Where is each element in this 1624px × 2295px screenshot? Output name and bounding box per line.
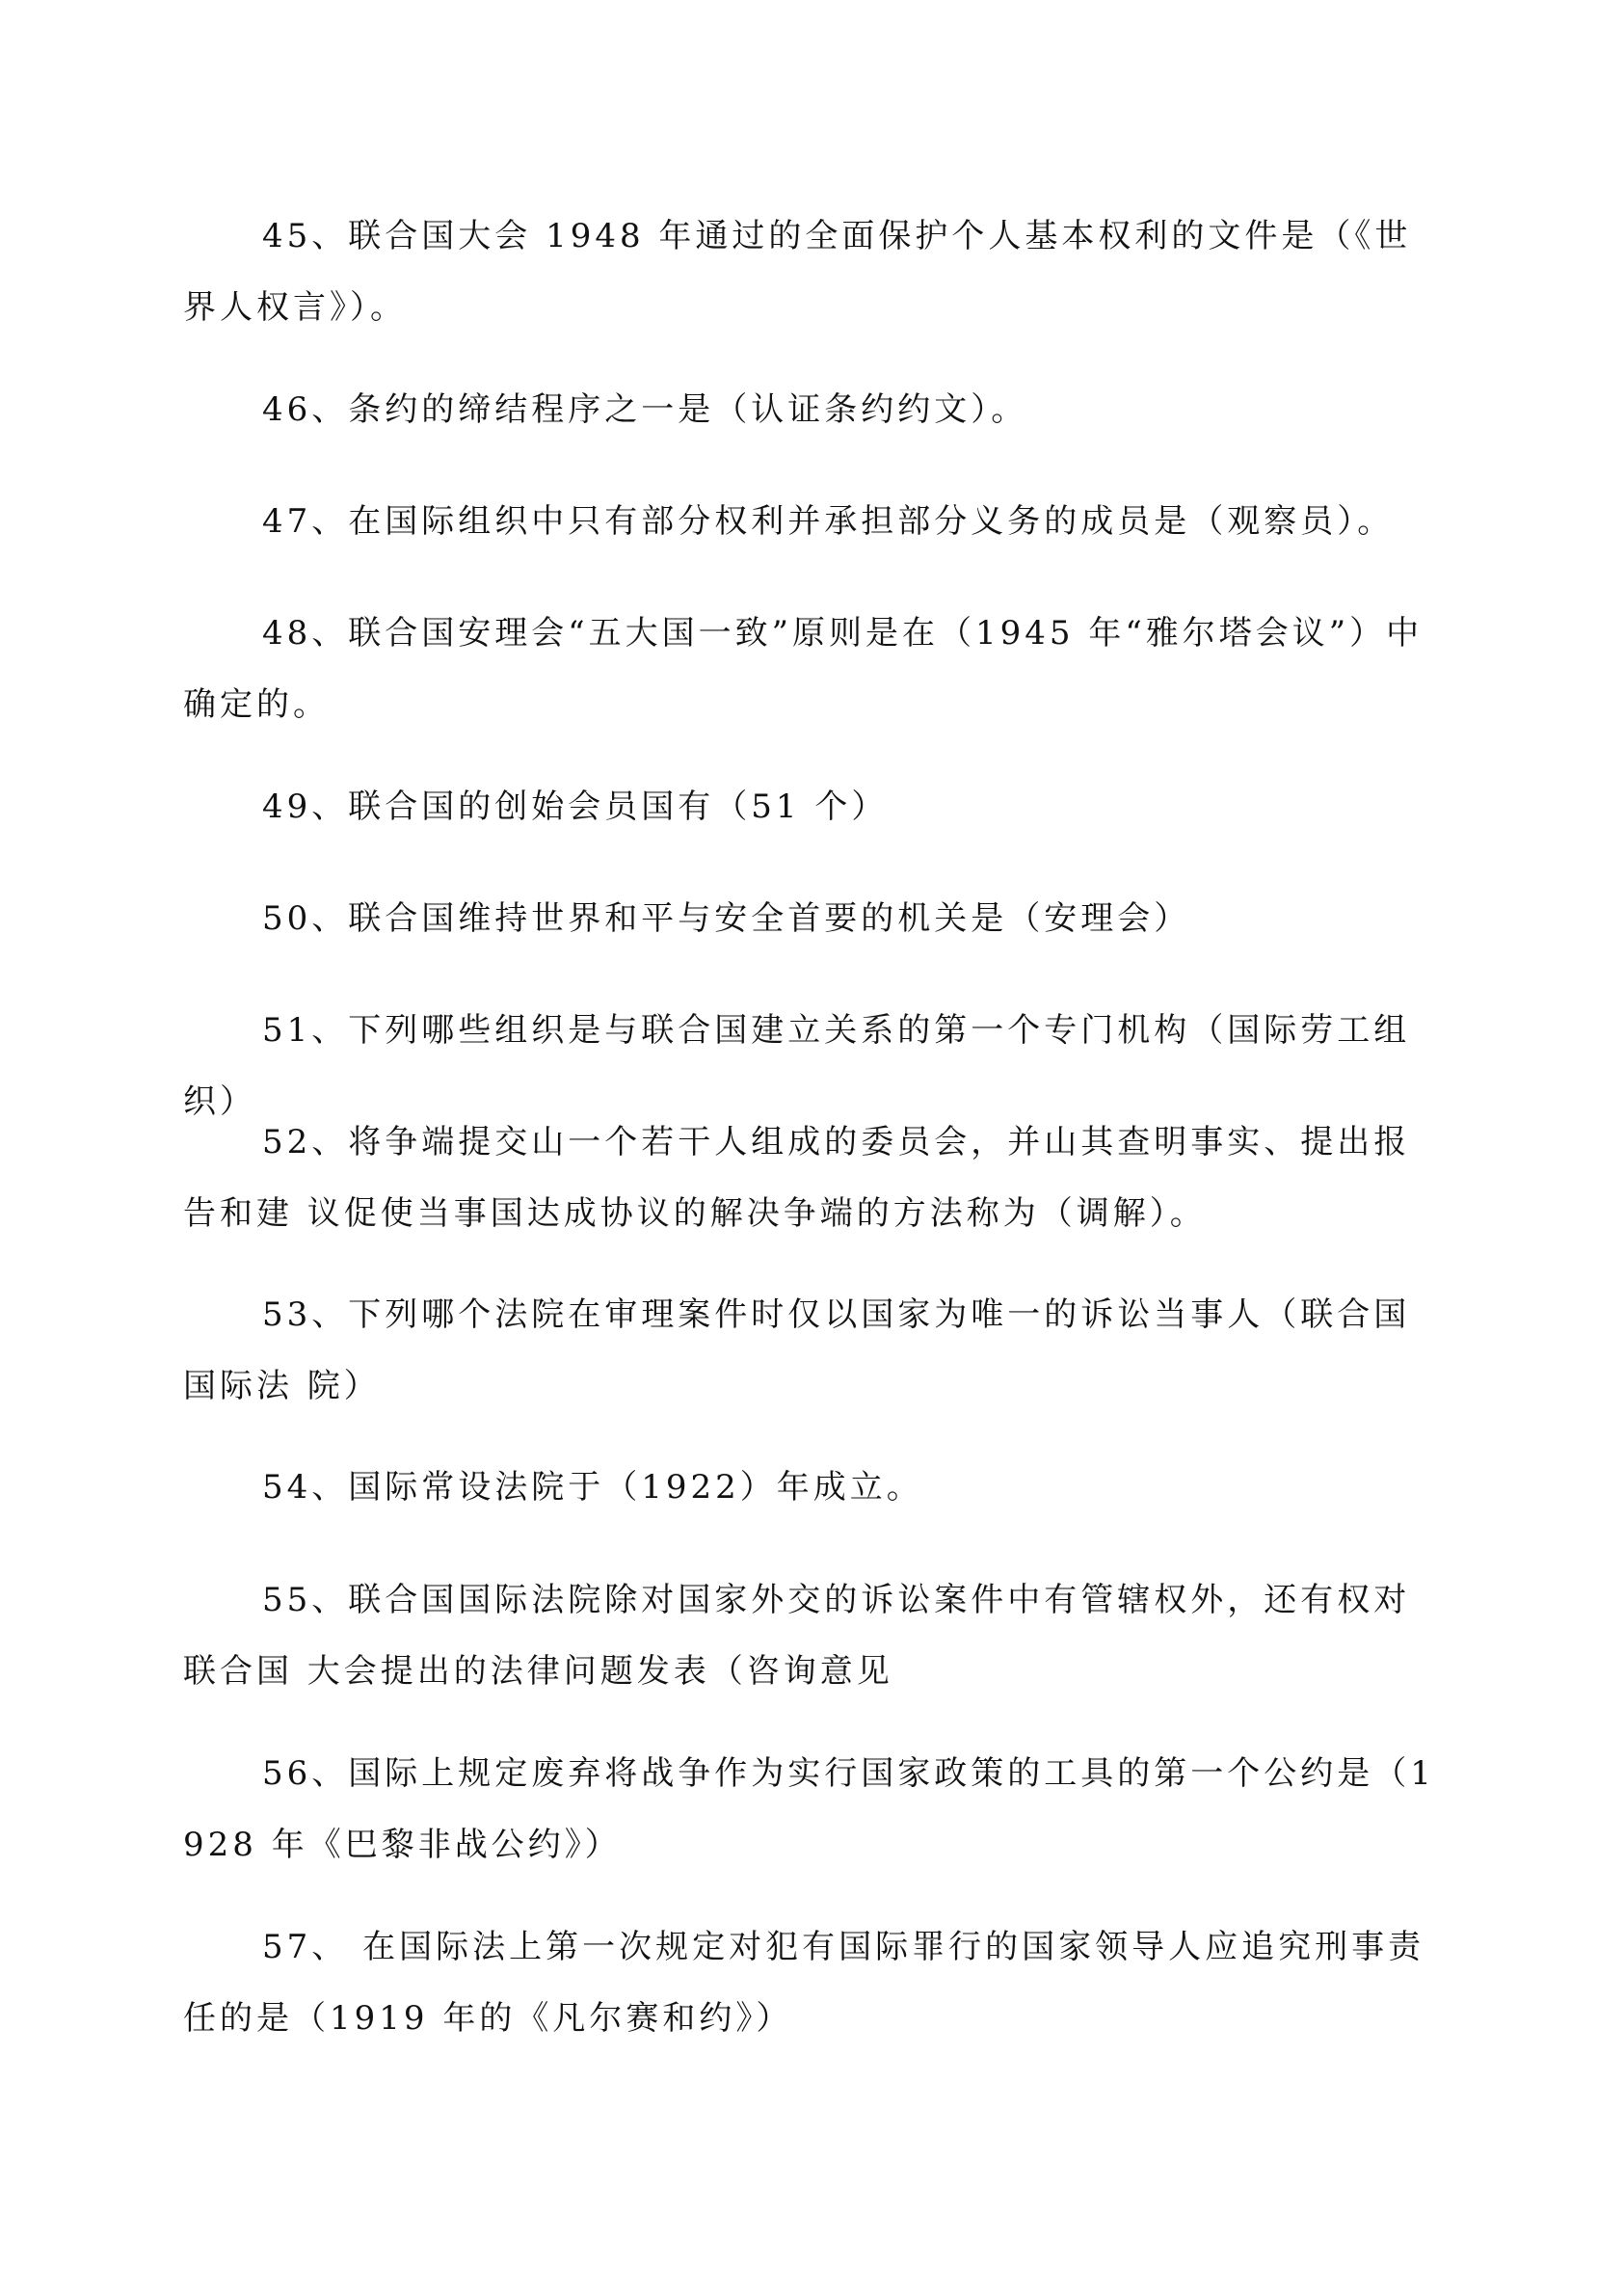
question-number: 57、 bbox=[262, 1928, 349, 1966]
question-45 bbox=[183, 200, 1436, 343]
question-number: 51、 bbox=[262, 1011, 349, 1050]
question-text: 联合国的创始会员国有（51 个） bbox=[348, 787, 889, 826]
question-text: 条约的缔结程序之一是（认证条约约文）。 bbox=[348, 390, 1028, 429]
question-text: 联合国安理会“五大国一致”原则是在（1945 年“雅尔塔会议”）中确定的。 bbox=[183, 614, 1424, 724]
question-50 bbox=[183, 883, 1436, 954]
question-text: 联合国国际法院除对国家外交的诉讼案件中有管辖权外，还有权对联合国 大会提出的法律问题发表（咨询意见 bbox=[183, 1581, 1411, 1691]
question-number: 53、 bbox=[262, 1295, 349, 1334]
question-number: 50、 bbox=[262, 899, 349, 938]
question-47 bbox=[183, 486, 1436, 557]
question-55 bbox=[183, 1564, 1436, 1707]
question-number: 56、 bbox=[262, 1754, 349, 1793]
question-number: 46、 bbox=[262, 390, 349, 429]
question-text: 在国际法上第一次规定对犯有国际罪行的国家领导人应追究刑事责任的是（1919 年的《凡尔赛和约》） bbox=[183, 1928, 1425, 2038]
question-text: 在国际组织中只有部分权利并承担部分义务的成员是（观察员）。 bbox=[348, 502, 1395, 541]
question-text: 下列哪个法院在审理案件时仅以国家为唯一的诉讼当事人（联合国国际法 院） bbox=[183, 1295, 1411, 1405]
question-number: 48、 bbox=[262, 614, 349, 653]
question-52 bbox=[183, 1107, 1436, 1249]
question-number: 47、 bbox=[262, 502, 349, 541]
question-text: 联合国大会 1948 年通过的全面保护个人基本权利的文件是（《世界人权言》）。 bbox=[183, 217, 1412, 327]
question-text: 下列哪些组织是与联合国建立关系的第一个专门机构（国际劳工组织） bbox=[183, 1011, 1411, 1121]
question-text: 联合国维持世界和平与安全首要的机关是（安理会） bbox=[348, 899, 1191, 938]
question-text: 将争端提交山一个若干人组成的委员会，并山其查明事实、提出报告和建 议促使当事国达成协议的解决争端的方法称为（调解）。 bbox=[183, 1123, 1411, 1233]
question-number: 54、 bbox=[262, 1468, 349, 1507]
question-number: 45、 bbox=[262, 217, 349, 255]
question-53 bbox=[183, 1279, 1436, 1422]
question-57 bbox=[183, 1911, 1436, 2054]
question-56 bbox=[183, 1738, 1436, 1881]
question-49 bbox=[183, 771, 1436, 842]
question-46 bbox=[183, 374, 1436, 445]
question-text: 国际上规定废弃将战争作为实行国家政策的工具的第一个公约是（1928 年《巴黎非战公约》） bbox=[183, 1754, 1435, 1864]
question-48 bbox=[183, 598, 1436, 740]
question-number: 52、 bbox=[262, 1123, 349, 1161]
question-number: 49、 bbox=[262, 787, 349, 826]
question-text: 国际常设法院于（1922）年成立。 bbox=[348, 1468, 923, 1507]
question-number: 55、 bbox=[262, 1581, 349, 1619]
question-54 bbox=[183, 1452, 1436, 1523]
